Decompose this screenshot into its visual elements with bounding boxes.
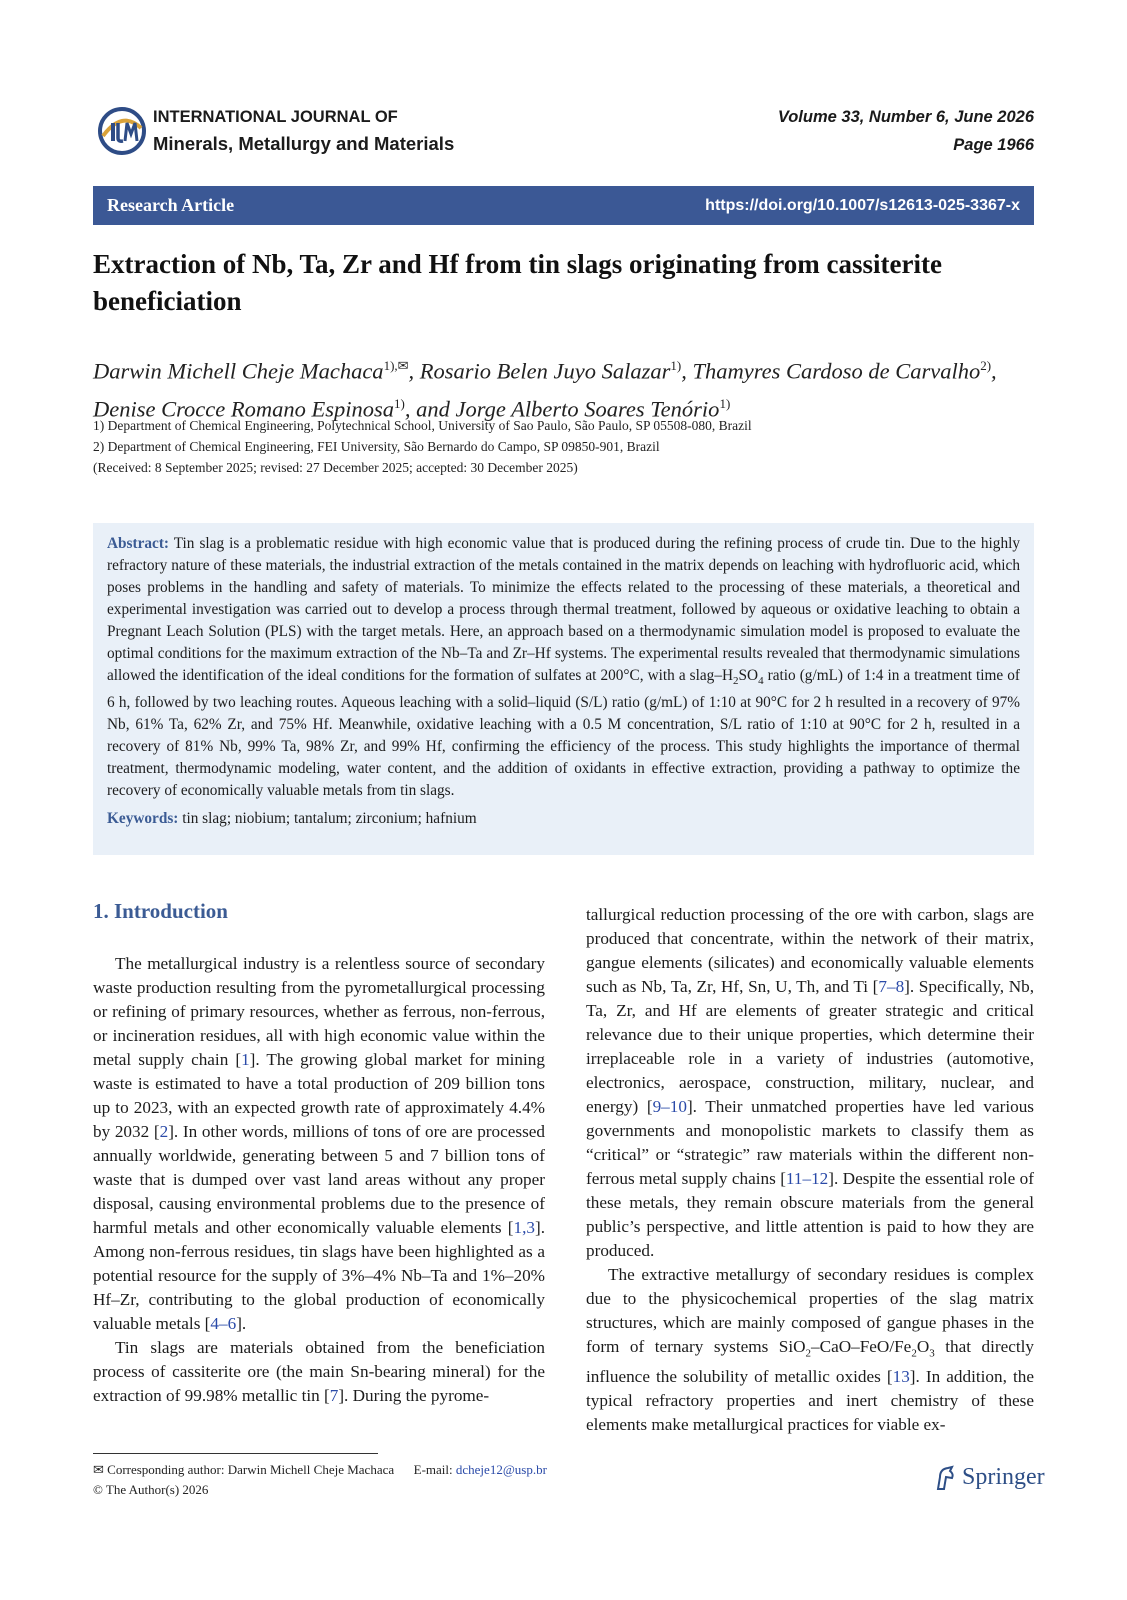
author-name: Rosario Belen Juyo Salazar [419, 358, 671, 384]
keywords-label: Keywords: [107, 810, 179, 828]
subscript: 3 [929, 1347, 935, 1360]
abstract-label: Abstract: [107, 535, 170, 552]
author-name: Denise Crocce Romano Espinosa [93, 396, 394, 421]
citation-link[interactable]: 9–10 [652, 1097, 687, 1116]
author-affiliation-mark: 1) [670, 358, 682, 373]
body-column-left [93, 952, 545, 1408]
text: ]. Among non-ferrous residues, tin slags have been highlighted as a potential resource for the supply of 3%–4% Nb–Ta and 1%–20% Hf–Zr, contributing to the global production of economically valuable metals [ [93, 1218, 545, 1333]
subscript: 2 [733, 675, 739, 688]
keywords-list: tin slag; niobium; tantalum; zirconium; hafnium [178, 810, 477, 828]
paragraph [93, 1336, 545, 1408]
author-name: Jorge Alberto Soares Tenório [455, 396, 720, 421]
email-link[interactable]: dcheje12@usp.br [455, 1462, 547, 1477]
author-separator: , [681, 358, 693, 384]
abstract-body: ratio (g/mL) of 1:4 in a treatment time of 6 h, followed by two leaching routes. Aqueous leaching with a solid–liquid (S/L) ratio (g/mL) of 1:10 at 90°C for 2 h resulted in a recovery of 97% Nb, 61% Ta, 62% Zr, and 75% Hf. Meanwhile, oxidative leaching with a 0.5 M concentration, S/L ratio of 1:10 at 90°C for 2 h, resulted in a recovery of 81% Nb, 99% Ta, 98% Zr, and 99% Hf, confirming the efficiency of the process. This study highlights the importance of thermal treatment, thermodynamic modeling, water content, and the addition of oxidants in effective extraction, providing a pathway to optimize the recovery of economically valuable metals from tin slags. [107, 667, 1020, 800]
author-list [93, 350, 1033, 425]
author-separator: , [991, 358, 997, 384]
paragraph [586, 1263, 1034, 1437]
text: –CaO–FeO/Fe [811, 1337, 912, 1356]
author-name: Darwin Michell Cheje Machaca [93, 358, 384, 384]
author-name: Thamyres Cardoso de Carvalho [692, 358, 981, 384]
article-title: Extraction of Nb, Ta, Zr and Hf from tin slags originating from cassiterite beneficiation [93, 249, 942, 316]
text: that directly influence the solubility of metallic oxides [ [586, 1337, 1034, 1387]
citation-link[interactable]: 7–8 [878, 977, 905, 996]
text: ]. Specifically, Nb, Ta, Zr, and Hf are elements of greater strategic and critical relevance due to their unique properties, which determine their irreplaceable role in a variety of industries (automotive, electronics, aerospace, construction, military, nuclear, and energy) [ [586, 977, 1035, 1116]
text: ]. Their unmatched properties have led various governments and monopolistic markets to classify them as “critical” or “strategic” raw materials within the different non-ferrous metal supply chains [ [586, 1097, 1034, 1188]
citation-link[interactable]: 1,3 [513, 1218, 535, 1237]
abstract-text [107, 533, 1020, 802]
author-affiliation-mark: 1) [394, 395, 405, 411]
text: The extractive metallurgy of secondary residues is complex due to the physicochemical properties of the slag matrix structures, which are mainly composed of gangue phases in the form of ternary systems SiO [586, 1265, 1034, 1356]
abstract-box [93, 523, 1034, 855]
publisher-logo [934, 1464, 1045, 1491]
text: ]. The growing global market for mining waste is estimated to have a total production of 209 billion tons up to 2023, with an expected growth rate of approximately 4.4% by 2032 [ [93, 1050, 545, 1141]
citation-link[interactable]: 7 [329, 1386, 339, 1405]
affiliation-1: 1) Department of Chemical Engineering, Polytechnical School, University of Sao Paulo, São Paulo, SP 05508-080, Brazil [93, 418, 752, 433]
journal-logo-icon [97, 106, 147, 156]
text: ]. [236, 1314, 247, 1333]
text: O [916, 1337, 930, 1356]
text: ]. In other words, millions of tons of ore are processed annually worldwide, generating between 5 and 7 billion tons of waste that is dumped over vast land areas without any proper disposal, causing environmental problems due to the presence of harmful metals and other economically valuable elements [ [93, 1122, 545, 1237]
journal-name-line1: INTERNATIONAL JOURNAL OF [153, 108, 398, 126]
text: ]. During the pyrome- [338, 1386, 490, 1405]
abstract-body: Tin slag is a problematic residue with high economic value that is produced during the refining process of crude tin. Due to the highly refractory nature of these materials, the industrial extraction of the metals contained in the matrix depends on leaching with hydrofluoric acid, which poses problems in the handling and safety of materials. To minimize the effects related to the processing of these materials, a theoretical and experimental investigation was carried out to develop a process through thermal treatment, followed by aqueous or oxidative leaching to obtain a Pregnant Leach Solution (PLS) with the target metals. Here, an approach based on a thermodynamic simulation model is proposed to evaluate the optimal conditions for the maximum extraction of the Nb–Ta and Zr–Hf systems. The experimental results revealed that thermodynamic simulations allowed the identification of the ideal conditions for the formation of sulfates at 200°C, with a slag–H [107, 535, 1020, 684]
copyright: © The Author(s) 2026 [93, 1482, 209, 1497]
author-affiliation-mark: 2) [980, 358, 992, 373]
received-dates: (Received: 8 September 2025; revised: 27 December 2025; accepted: 30 December 2025) [93, 460, 578, 475]
corresponding-author-text: ✉ Corresponding author: Darwin Michell Cheje Machaca [93, 1462, 395, 1477]
article-type: Research Article [107, 195, 235, 215]
corresponding-author [93, 1461, 547, 1479]
publisher-name: Springer [962, 1464, 1045, 1490]
citation-link[interactable]: 4–6 [210, 1314, 237, 1333]
subscript: 2 [911, 1347, 917, 1360]
author-affiliation-mark: 1) [719, 395, 731, 411]
text: ]. In addition, the typical refractory properties and inert chemistry of these elements make metallurgical practices for viable ex- [586, 1367, 1034, 1435]
author-affiliation-mark: 1),✉ [383, 358, 409, 373]
subscript: 2 [805, 1347, 812, 1360]
text: Tin slags are materials obtained from the beneficiation process of cassiterite ore (the main Sn-bearing mineral) for the extraction of 99.98% metallic tin [ [93, 1338, 545, 1405]
affiliation-2: 2) Department of Chemical Engineering, FEI University, São Bernardo do Campo, SP 09850-901, Brazil [93, 439, 660, 454]
section-heading: 1. Introduction [93, 899, 228, 923]
paragraph [586, 903, 1034, 1263]
article-type-bar [93, 186, 1034, 225]
doi-link[interactable]: https://doi.org/10.1007/s12613-025-3367-x [705, 196, 1020, 214]
text: tallurgical reduction processing of the ore with carbon, slags are produced that concentrate, within the network of their matrix, gangue elements (silicates) and economically valuable elements such as Nb, Ta, Zr, Hf, Sn, U, Th, and Ti [ [586, 905, 1034, 996]
page-number: Page 1966 [953, 136, 1034, 154]
footnote-divider [93, 1453, 378, 1454]
author-separator: , [408, 358, 420, 384]
subscript: 4 [758, 675, 764, 688]
body-column-right [586, 903, 1034, 1437]
author-separator: , and [404, 396, 456, 421]
paragraph [93, 952, 545, 1336]
citation-link[interactable]: 1 [241, 1050, 250, 1069]
volume-info: Volume 33, Number 6, June 2026 [777, 108, 1034, 126]
journal-name-line2: Minerals, Metallurgy and Materials [153, 133, 455, 154]
keywords [107, 808, 1020, 830]
citation-link[interactable]: 2 [159, 1122, 169, 1141]
abstract-body: SO [738, 667, 759, 684]
text: ]. Despite the essential role of these metals, they remain obscure materials from the general public’s perspective, and little attention is paid to how they are produced. [586, 1169, 1034, 1260]
springer-horse-icon [934, 1465, 956, 1491]
citation-link[interactable]: 13 [892, 1367, 910, 1387]
email-label: E-mail: [413, 1462, 456, 1477]
citation-link[interactable]: 11–12 [785, 1169, 829, 1188]
text: The metallurgical industry is a relentless source of secondary waste production resulting from the pyrometallurgical processing or refining of primary resources, whether as ferrous, non-ferrous, or incineration residues, all with high economic value within the metal supply chain [ [93, 954, 545, 1069]
